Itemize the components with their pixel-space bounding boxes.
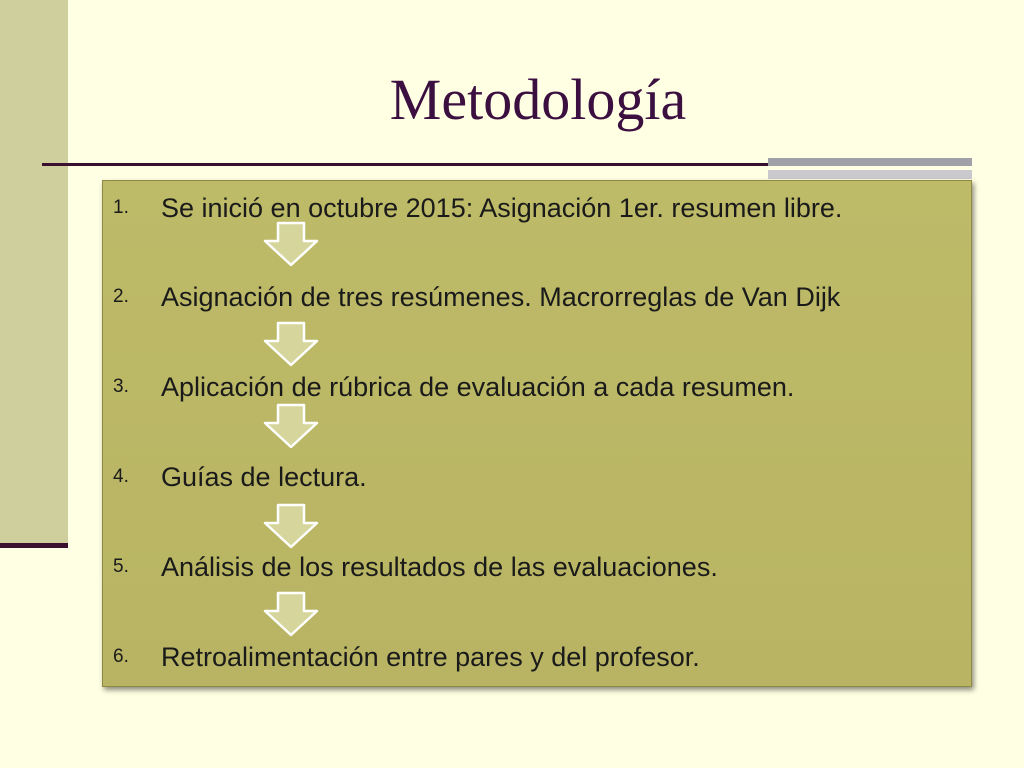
step-text: Se inició en octubre 2015: Asignación 1er. resumen libre. [161, 192, 843, 223]
step-text: Aplicación de rúbrica de evaluación a cada resumen. [161, 371, 795, 402]
step-item-6 [103, 637, 971, 677]
step-number: 3. [113, 376, 129, 397]
step-number: 1. [113, 197, 129, 218]
left-band-underline [0, 543, 68, 548]
gray-accent-bar-bottom [768, 170, 972, 179]
step-item-4 [103, 457, 971, 497]
step-text: Retroalimentación entre pares y del profesor. [161, 641, 700, 672]
step-number: 4. [113, 466, 129, 487]
step-number: 2. [113, 286, 129, 307]
down-arrow-icon [263, 503, 319, 549]
step-text: Análisis de los resultados de las evaluaciones. [161, 551, 718, 582]
left-decorative-band [0, 0, 68, 543]
steps-panel [102, 180, 972, 687]
step-number: 6. [113, 646, 129, 667]
slide-title: Metodología [389, 67, 687, 132]
step-item-2 [103, 277, 971, 317]
step-number: 5. [113, 556, 129, 577]
down-arrow-icon [263, 321, 319, 367]
step-item-1 [103, 188, 971, 228]
down-arrow-icon [263, 221, 319, 267]
step-text: Guías de lectura. [161, 461, 367, 492]
step-item-5 [103, 547, 971, 587]
step-item-3 [103, 367, 971, 407]
down-arrow-icon [263, 591, 319, 637]
step-text: Asignación de tres resúmenes. Macrorreglas de Van Dijk [161, 281, 841, 312]
gray-accent-bar-top [768, 158, 972, 166]
down-arrow-icon [263, 403, 319, 449]
